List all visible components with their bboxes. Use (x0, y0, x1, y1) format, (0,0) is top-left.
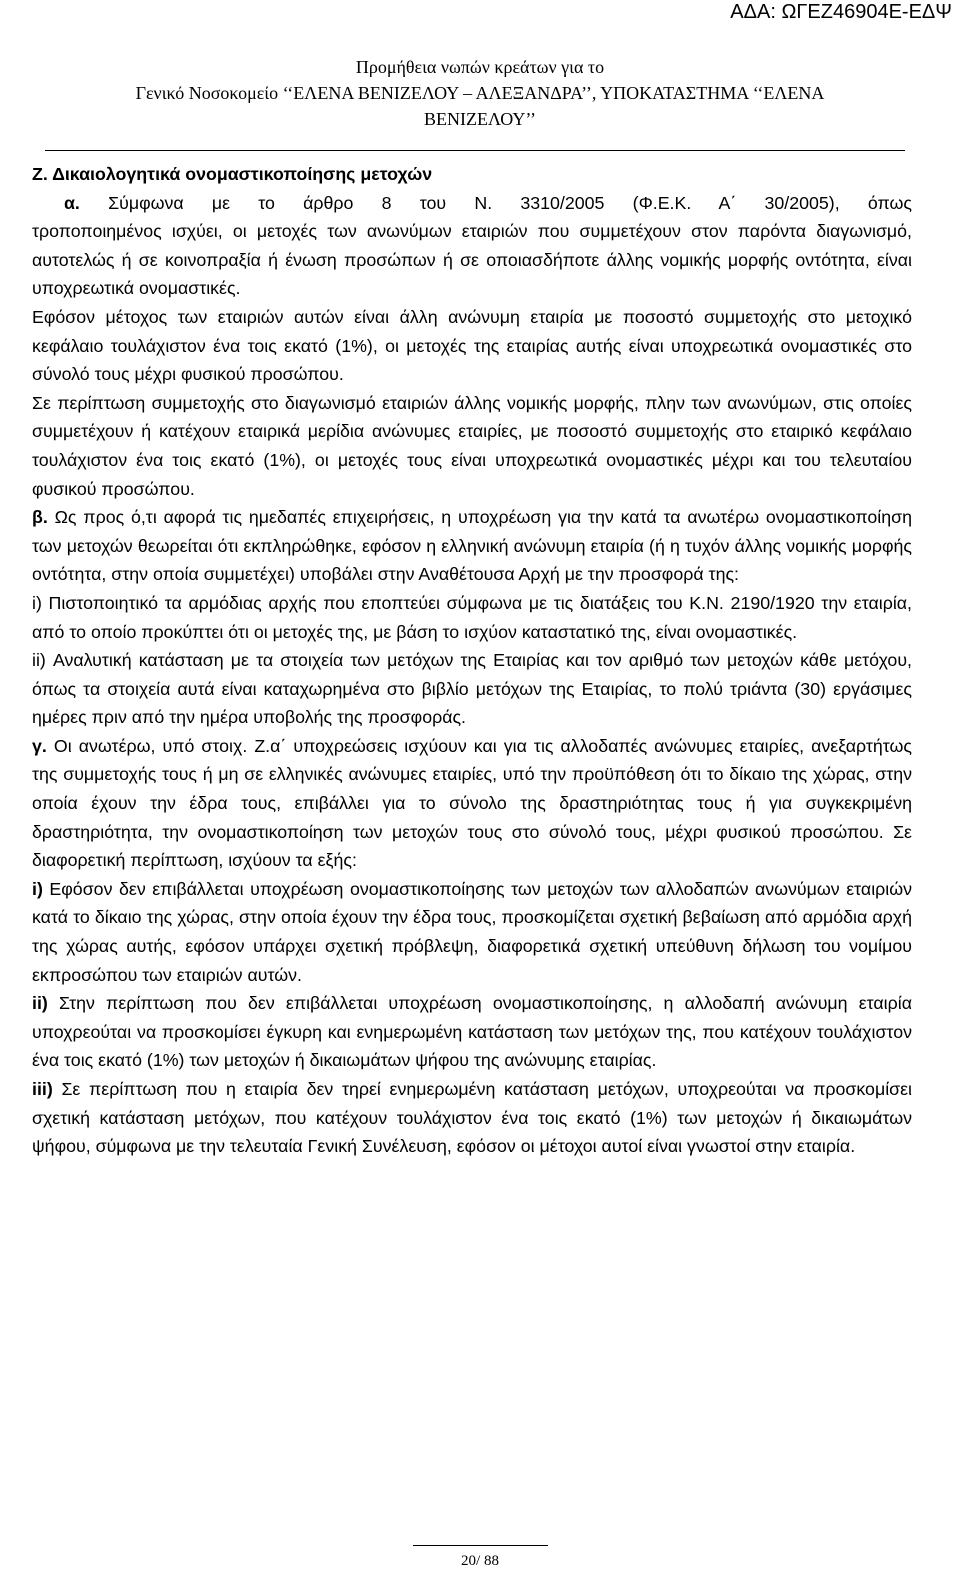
alpha-first-text: Σύμφωνα με το άρθρο 8 του Ν. 3310/2005 (Φ.Ε.Κ. Α΄ 30/2005), όπως (108, 192, 912, 213)
header-line-2: Γενικό Νοσοκομείο ‘‘ΕΛΕΝΑ ΒΕΝΙΖΕΛΟΥ – ΑΛΕΞΑΝΔΡΑ’’, ΥΠΟΚΑΤΑΣΤΗΜΑ ‘‘ΕΛΕΝΑ (135, 83, 825, 103)
beta-text: Ως προς ό,τι αφορά τις ημεδαπές επιχειρήσεις, η υποχρέωση για την κατά τα ανωτέρω ονομαστικοποίηση των μετοχών θεωρείται ότι εκπληρώθηκε, εφόσον η ελληνική ανώνυμη εταιρία (ή η τυχόν άλλης νομικής μορφής οντότητα, στην οποία συμμετέχει) υποβάλει στην Αναθέτουσα Αρχή με την προσφορά της: (32, 507, 912, 585)
paragraph-2: Εφόσον μέτοχος των εταιριών αυτών είναι άλλη ανώνυμη εταιρία με ποσοστό συμμετοχής στο μετοχικό κεφάλαιο τουλάχιστον ένα τοις εκατό (1%), οι μετοχές της εταιρίας αυτής είναι υποχρεωτικά ονομαστικές στο σύνολό τους μέχρι φυσικού προσώπου. (32, 306, 912, 385)
gamma-ii-text: Στην περίπτωση που δεν επιβάλλεται υποχρέωση ονομαστικοποίησης, η αλλοδαπή ανώνυμη εταιρία υποχρεούται να προσκομίσει έγκυρη και ενημερωμένη κατάσταση των μετόχων της, που κατέχουν τουλάχιστον ένα τοις εκατό (1%) των μετοχών ή δικαιωμάτων ψήφου της ανώνυμης εταιρίας. (32, 993, 912, 1071)
header-rule (45, 150, 905, 151)
section-heading: Ζ. Δικαιολογητικά ονομαστικοποίησης μετοχών (32, 164, 433, 184)
document-header (0, 54, 960, 132)
gamma-item-iii (32, 1075, 912, 1161)
page-number: 20/ 88 (461, 1553, 499, 1569)
alpha-first-line (32, 189, 912, 218)
beta-paragraph (32, 503, 912, 589)
document-body (32, 160, 912, 1161)
gamma-paragraph (32, 732, 912, 875)
beta-item-ii: ii) Αναλυτική κατάσταση με τα στοιχεία των μετόχων της Εταιρίας και τον αριθμό των μετοχών κάθε μετόχου, όπως τα στοιχεία αυτά είναι καταχωρημένα στο βιβλίο μετόχων της Εταιρίας, το πολύ τριάντα (30) εργάσιμες ημέρες πριν από την ημέρα υποβολής της προσφοράς. (32, 650, 912, 728)
beta-label: β. (32, 507, 48, 528)
gamma-iii-label: iii) (32, 1079, 53, 1099)
ada-code: ΑΔΑ: ΩΓΕΖ46904Ε-ΕΔΨ (730, 1, 952, 23)
gamma-label: γ. (32, 735, 47, 756)
alpha-paragraph: τροποποιημένος ισχύει, οι μετοχές των ανωνύμων εταιριών που συμμετέχουν στον παρόντα διαγωνισμό, αυτοτελώς ή σε κοινοπραξία ή ένωση προσώπων ή σε οποιασδήποτε άλλης νομικής μορφής οντότητα, είναι υποχρεωτικά ονομαστικές. (32, 221, 912, 299)
header-line-1: Προμήθεια νωπών κρεάτων για το (355, 57, 605, 77)
alpha-label: α. (64, 192, 80, 213)
gamma-text: Οι ανωτέρω, υπό στοιχ. Ζ.α΄ υποχρεώσεις ισχύουν και για τις αλλοδαπές ανώνυμες εταιρίες, ανεξαρτήτως της συμμετοχής τους ή μη σε ελληνικές ανώνυμες εταιρίες, υπό την προϋπόθεση ότι το δίκαιο της χώρας, στην οποία έχουν την έδρα τους, επιβάλλει για το σύνολο της δραστηριότητας τους ή για συγκεκριμένη δραστηριότητα, την ονομαστικοποίηση των μετοχών τους στο σύνολό τους, μέχρι φυσικού προσώπου. Σε διαφορετική περίπτωση, ισχύουν τα εξής: (32, 735, 912, 871)
header-line-3: ΒΕΝΙΖΕΛΟΥ’’ (423, 109, 537, 129)
gamma-iii-text: Σε περίπτωση που η εταιρία δεν τηρεί ενημερωμένη κατάσταση μετόχων, υποχρεούται να προσκομίσει σχετική κατάσταση μετόχων, που κατέχουν τουλάχιστον ένα τοις εκατό (1%) των μετοχών ή δικαιωμάτων ψήφου, σύμφωνα με την τελευταία Γενική Συνέλευση, εφόσον οι μέτοχοι αυτοί είναι γνωστοί στην εταιρία. (32, 1079, 912, 1157)
gamma-i-text: Εφόσον δεν επιβάλλεται υποχρέωση ονομαστικοποίησης των μετοχών των αλλοδαπών ανωνύμων εταιριών κατά το δίκαιο της χώρας, στην οποία έχουν την έδρα τους, προσκομίζεται σχετική βεβαίωση από αρμόδια αρχή της χώρας αυτής, εφόσον υπάρχει σχετική πρόβλεψη, διαφορετικά σχετική υπεύθυνη δήλωση του νομίμου εκπροσώπου των εταιριών αυτών. (32, 878, 912, 985)
footer-rule (413, 1545, 548, 1546)
gamma-i-label: i) (32, 878, 43, 899)
beta-item-i: i) Πιστοποιητικό τα αρμόδιας αρχής που εποπτεύει σύμφωνα με τις διατάξεις του Κ.Ν. 2190/1920 την εταιρία, από το οποίο προκύπτει ότι οι μετοχές της, με βάση το ισχύον καταστατικό της, είναι ονομαστικές. (32, 592, 912, 642)
gamma-item-i (32, 875, 912, 989)
gamma-item-ii (32, 989, 912, 1075)
gamma-ii-label: ii) (32, 993, 48, 1014)
paragraph-3: Σε περίπτωση συμμετοχής στο διαγωνισμό εταιριών άλλης νομικής μορφής, πλην των ανωνύμων, στις οποίες συμμετέχουν ή κατέχουν εταιρικά μερίδια ανώνυμες εταιρίες, με ποσοστό συμμετοχής στο εταιρικό κεφάλαιο τουλάχιστον ένα τοις εκατό (1%), οι μετοχές τους είναι υποχρεωτικά ονομαστικές μέχρι και του τελευταίου φυσικού προσώπου. (32, 392, 912, 499)
